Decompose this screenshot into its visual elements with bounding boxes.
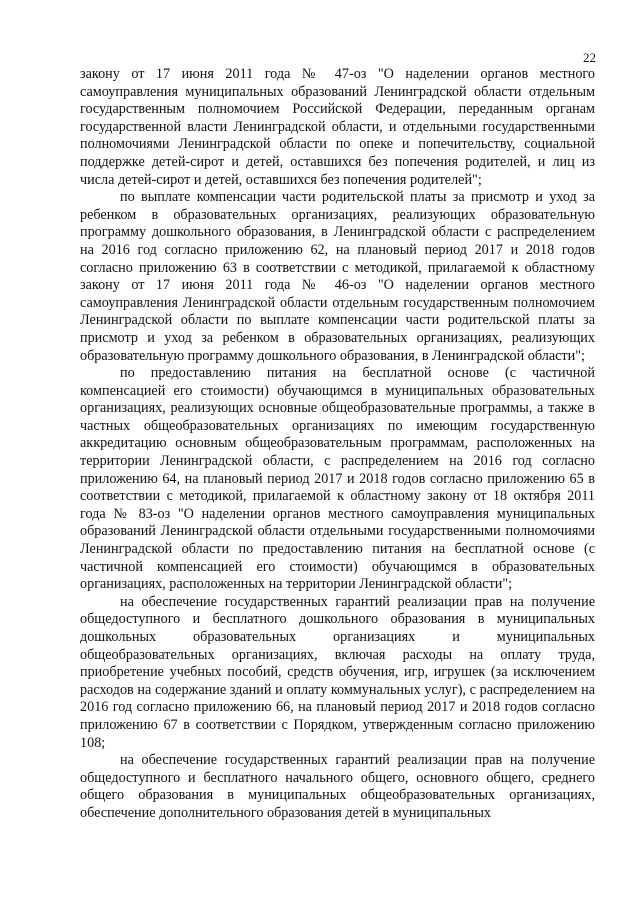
paragraph-parental-fee-compensation: по выплате компенсации части родительской платы за присмотр и уход за ребенком в образовательных организациях, реализующих образовательную программу дошкольного образования, в Ленинградской области с распределением на 2016 год согласно приложению 62, на плановый период 2017 и 2018 годов согласно приложению 63 в соответствии с методикой, прилагаемой к областному закону от 17 июня 2011 года № 46-оз "О наделении органов местного самоуправления Ленинградской области отдельным государственным полномочием Ленинградской области по выплате компенсации части родительской платы за присмотр и уход за ребенком в образовательных организациях, реализующих образовательную программу дошкольного образования, в Ленинградской области"; xyxy=(80,189,595,364)
document-body xyxy=(80,66,595,823)
page-number: 22 xyxy=(583,50,596,65)
paragraph-law-47oz-continuation: закону от 17 июня 2011 года № 47-оз "О наделении органов местного самоуправления муниципальных образований Ленинградской области отдельным государственным полномочием Российской Федерации, переданным органам государственной власти Ленинградской области, и отдельными государственными полномочиями Ленинградской области по опеке и попечительству, социальной поддержке детей-сирот и детей, оставшихся без попечения родителей, и лиц из числа детей-сирот и детей, оставшихся без попечения родителей"; xyxy=(80,66,595,188)
paragraph-general-education-guarantees: на обеспечение государственных гарантий реализации прав на получение общедоступного и бесплатного начального общего, основного общего, среднего общего образования в муниципальных общеобразовательных организациях, обеспечение дополнительного образования детей в муниципальных xyxy=(80,752,595,821)
paragraph-free-meals: по предоставлению питания на бесплатной основе (с частичной компенсацией его стоимости) обучающимся в муниципальных образовательных организациях, реализующих основные общеобразовательные программы, а также в частных общеобразовательных организациях по имеющим государственную аккредитацию основным общеобразовательным программам, расположенных на территории Ленинградской области, с распределением на 2016 год согласно приложению 64, на плановый период 2017 и 2018 годов согласно приложению 65 в соответствии с методикой, прилагаемой к областному закону от 18 октября 2011 года № 83-оз "О наделении органов местного самоуправления муниципальных образований Ленинградской области отдельными государственными полномочиями Ленинградской области по предоставлению питания на бесплатной основе (с частичной компенсацией его стоимости) обучающимся в образовательных организациях, расположенных на территории Ленинградской области"; xyxy=(80,365,595,593)
paragraph-preschool-guarantees: на обеспечение государственных гарантий реализации прав на получение общедоступного и бесплатного дошкольного образования в муниципальных дошкольных образовательных организациях и муниципальных общеобразовательных организациях, включая расходы на оплату труда, приобретение учебных пособий, средств обучения, игр, игрушек (за исключением расходов на содержание зданий и оплату коммунальных услуг), с распределением на 2016 год согласно приложению 66, на плановый период 2017 и 2018 годов согласно приложению 67 в соответствии с Порядком, утвержденным согласно приложению 108; xyxy=(80,593,595,751)
